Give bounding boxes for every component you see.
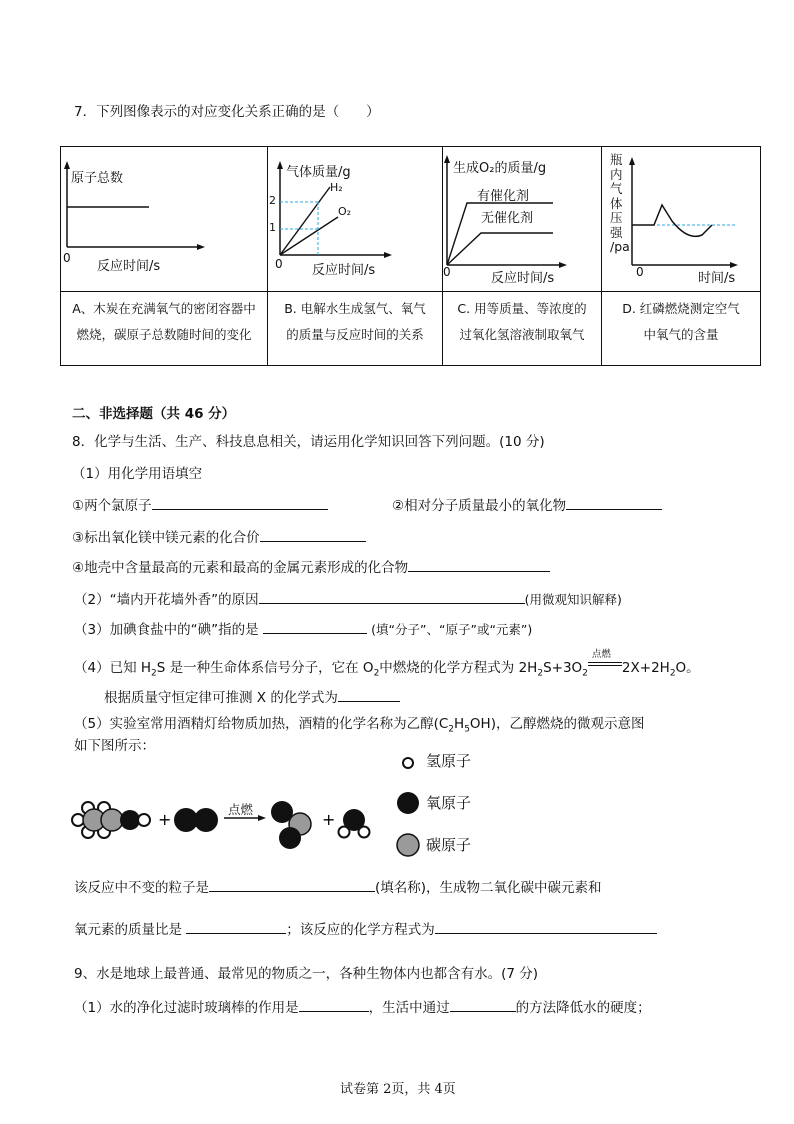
graph-d-ylabel-char: /pa [610, 239, 630, 254]
co2-molecule [271, 801, 311, 849]
option-d [602, 292, 761, 366]
graph-a-origin: 0 [63, 251, 71, 265]
q8-part3-hint: (填“分子”、“原子”或“元素”) [371, 622, 533, 637]
q8-part2-text: （2）“墙内开花墙外香”的原因 [74, 592, 259, 608]
option-b-line1: B. 电解水生成氢气、氧气 [284, 301, 426, 316]
graph-d-xlabel: 时间/s [698, 271, 736, 286]
legend-hydrogen-icon [403, 758, 413, 768]
legend-hydrogen: 氢原子 [426, 752, 472, 770]
answer-blank[interactable] [435, 919, 657, 934]
q8-part4: （4）已知 $H_2S$ 是一种生命体系信号分子，它在 $O_2$中燃烧的化学方程式为 $2H_2S+3O_2$ 点燃 $2X+2H_2O$。 [74, 656, 700, 679]
option-a-line2: 燃烧，碳原子总数随时间的变化 [76, 327, 252, 342]
graph-a-xlabel: 反应时间/s [97, 259, 161, 274]
option-c [443, 292, 602, 366]
q8-part4-text: （4）已知 H [74, 660, 152, 676]
q9-part1-text: 的方法降低水的硬度； [515, 1000, 651, 1016]
answer-blank[interactable] [209, 877, 375, 892]
graph-a-cell [61, 147, 268, 292]
answer-blank[interactable] [186, 919, 286, 934]
legend-oxygen-icon [397, 792, 419, 814]
hydrogen-atom [339, 827, 350, 838]
graph-b-xlabel: 反应时间/s [312, 263, 376, 278]
answer-blank[interactable] [566, 495, 662, 510]
graph-d-ylabel-char: 气 [610, 181, 623, 196]
graph-d-cell [602, 147, 761, 292]
oxygen-atom [279, 827, 301, 849]
q8-part1b-text: ②相对分子质量最小的氧化物 [392, 498, 567, 514]
q8-part5-q2-text: 氧元素的质量比是 [74, 922, 182, 938]
q8-part4-text: O。 [675, 660, 700, 676]
graph-d-origin: 0 [636, 265, 644, 279]
q9-part1-text: ，生活中通过 [368, 1000, 450, 1016]
q8-part1: （1）用化学用语填空 [72, 466, 203, 482]
q8-part2 [74, 588, 622, 608]
q8-part4-text: S+3O [543, 660, 583, 676]
oxygen-atom [194, 808, 218, 832]
q8-part1a [72, 494, 328, 514]
arrow-condition: 点燃 [228, 802, 254, 817]
graph-d-ylabel [610, 153, 636, 255]
graph-b [268, 147, 442, 291]
answer-blank[interactable] [260, 527, 366, 542]
option-c-line1: C. 用等质量、等浓度的 [457, 301, 587, 316]
graph-d-ylabel-char: 内 [610, 166, 623, 182]
legend-carbon: 碳原子 [426, 836, 472, 854]
option-d-line2: 中氧气的含量 [643, 327, 719, 342]
q8-part5-q2 [74, 918, 657, 938]
graph-c-series-catalyst: 有催化剂 [477, 189, 530, 204]
q8-part5-q1 [74, 876, 602, 896]
q8-part5-q2-text: ；该反应的化学方程式为 [286, 922, 435, 938]
q9-part1 [74, 996, 651, 1016]
reaction-condition-text: 点燃 [591, 649, 611, 660]
q8-part4-line2 [104, 686, 400, 706]
answer-blank[interactable] [299, 997, 369, 1012]
q9-stem: 9、水是地球上最普通、最常见的物质之一，各种生物体内也都含有水。(7 分) [74, 966, 539, 982]
graph-c-origin: 0 [443, 265, 451, 279]
atom-legend [396, 750, 422, 860]
q8-part5-line2: 如下图所示： [74, 738, 155, 754]
q8-part5-q1-text: (填名称)，生成物二氧化碳中碳元素和 [375, 880, 602, 896]
q8-part1b [392, 494, 662, 514]
option-a [61, 292, 268, 366]
graph-d [602, 147, 760, 291]
q8-part4-text: 2X+2H [621, 660, 670, 676]
q9-part1-text: （1）水的净化过滤时玻璃棒的作用是 [74, 1000, 299, 1016]
graph-d-ylabel-char: 瓶 [610, 152, 623, 167]
q8-part4-text: S 是一种生命体系信号分子，它在 O [156, 660, 374, 676]
graph-d-ylabel-char: 体 [610, 195, 623, 211]
hydrogen-atom [138, 814, 150, 826]
q8-part5-line1: （5）实验室常用酒精灯给物质加热，酒精的化学名称为乙醇$(C_2H_5OH)$，乙醇燃烧的微观示意图 [74, 716, 645, 735]
graph-a-ylabel: 原子总数 [71, 171, 124, 186]
ethanol-combustion-diagram [68, 744, 388, 854]
carbon-atom [101, 809, 123, 831]
graph-a [61, 147, 267, 291]
answer-blank[interactable] [338, 687, 400, 702]
hydrogen-atom [359, 827, 370, 838]
graph-b-series-h2: H₂ [330, 181, 343, 194]
graph-c-nocatalyst-line [447, 233, 553, 265]
answer-blank[interactable] [450, 997, 516, 1012]
graph-c-ylabel: 生成O₂的质量/g [453, 161, 547, 176]
answer-blank[interactable] [152, 495, 328, 510]
graph-b-o2-line [280, 217, 338, 255]
oxygen-molecule [174, 808, 218, 832]
q8-part1a-text: ①两个氯原子 [72, 498, 152, 514]
graph-c-series-nocatalyst: 无催化剂 [481, 211, 534, 226]
q8-part5-text: H [454, 716, 465, 732]
option-d-line1: D. 红磷燃烧测定空气 [622, 301, 740, 316]
svg-text:+: + [158, 810, 172, 829]
q8-part1d-text: ④地壳中含量最高的元素和最高的金属元素形成的化合物 [72, 560, 409, 576]
graph-c [443, 147, 601, 291]
q8-part2-hint: (用微观知识解释) [524, 592, 622, 607]
q7-table [60, 146, 761, 366]
q8-part3 [74, 618, 532, 638]
answer-blank[interactable] [259, 589, 525, 604]
q8-part4-line2-text: 根据质量守恒定律可推测 X 的化学式为 [104, 690, 338, 706]
q8-part3-text: （3）加碘食盐中的“碘”指的是 [74, 622, 259, 638]
graph-d-ylabel-char: 压 [610, 210, 623, 225]
ethanol-molecule [72, 802, 150, 838]
page-footer: 试卷第 2页，共 4页 [340, 1082, 456, 1097]
graph-d-ylabel-char: 强 [610, 224, 623, 240]
option-b-line2: 的质量与反应时间的关系 [286, 327, 424, 342]
legend-oxygen: 氧原子 [426, 794, 472, 812]
q8-part1c [72, 526, 366, 546]
graph-b-cell [268, 147, 443, 292]
q8-part1c-text: ③标出氧化镁中镁元素的化合价 [72, 530, 260, 546]
q8-part5-text: OH)，乙醇燃烧的微观示意图 [469, 716, 645, 732]
option-a-line1: A、木炭在充满氧气的密闭容器中 [72, 301, 256, 316]
graph-b-tick2: 2 [269, 194, 276, 207]
hydrogen-atom [72, 814, 84, 826]
q8-stem: 8．化学与生活、生产、科技息息相关，请运用化学知识回答下列问题。(10 分) [72, 434, 545, 450]
q8-part5-text: （5）实验室常用酒精灯给物质加热，酒精的化学名称为乙醇(C [74, 716, 449, 732]
graph-b-origin: 0 [275, 257, 283, 271]
q8-part1d [72, 556, 550, 576]
section-title: 二、非选择题（共 46 分） [72, 406, 236, 422]
q8-part4-text: 中燃烧的化学方程式为 2H [379, 660, 538, 676]
graph-c-cell [443, 147, 602, 292]
water-molecule [339, 809, 370, 838]
option-c-line2: 过氧化氢溶液制取氧气 [459, 327, 585, 342]
q8-part5-q1-text: 该反应中不变的粒子是 [74, 880, 209, 896]
answer-blank[interactable] [263, 619, 367, 634]
graph-b-series-o2: O₂ [338, 205, 352, 218]
legend-carbon-icon [397, 834, 419, 856]
graph-b-ylabel: 气体质量/g [286, 165, 351, 180]
graph-b-tick1: 1 [269, 221, 276, 234]
q7-stem: 7．下列图像表示的对应变化关系正确的是（ ） [74, 104, 380, 120]
graph-d-curve [632, 205, 712, 236]
option-b [268, 292, 443, 366]
graph-b-h2-line [280, 187, 330, 255]
answer-blank[interactable] [408, 557, 550, 572]
svg-text:+: + [322, 810, 336, 829]
graph-c-xlabel: 反应时间/s [491, 271, 555, 286]
reaction-condition [588, 649, 622, 672]
